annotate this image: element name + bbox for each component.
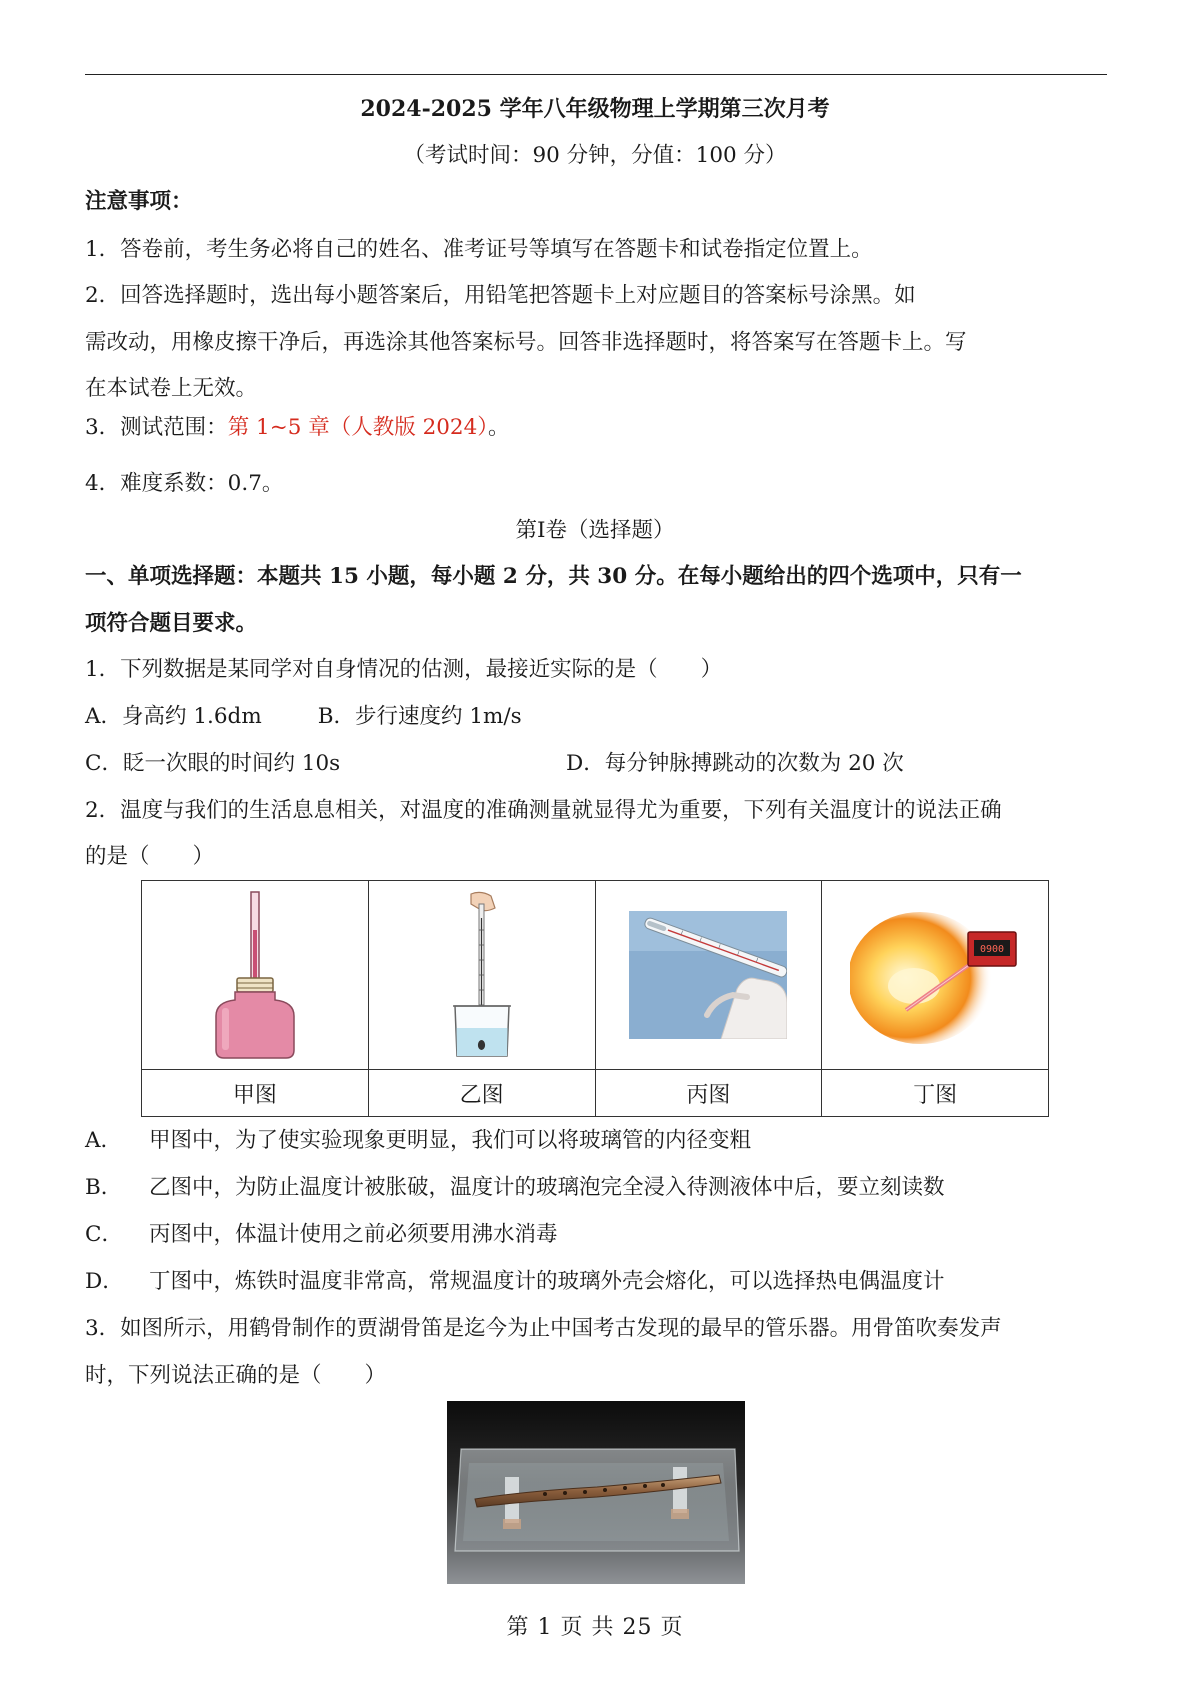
q2-option-a-text: 甲图中，为了使实验现象更明显，我们可以将玻璃管的内径变粗 [149,1128,752,1153]
q3-stem-line-1: 3．如图所示，用鹤骨制作的贾湖骨笛是迄今为止中国考古发现的最早的管乐器。用骨笛吹奏发声 [85,1316,1002,1341]
exam-title: 2024-2025 学年八年级物理上学期第三次月考 [360,96,830,122]
q2-figure-table [141,880,1049,1117]
q2-option-b-letter: B． [85,1175,123,1200]
q2-option-d-letter: D． [85,1269,124,1294]
caption-yi: 乙图 [368,1070,595,1117]
q2-stem-line-1: 2．温度与我们的生活息息相关，对温度的准确测量就显得尤为重要，下列有关温度计的说法正确 [85,798,1002,823]
q1-options-row-1 [85,703,522,731]
test-range: 第 1~5 章（人教版 2024） [227,415,489,440]
q1-option-a: A．身高约 1.6dm [85,704,262,729]
beaker-thermometer-image [437,890,527,1060]
q1-option-d: D．每分钟脉搏跳动的次数为 20 次 [566,751,904,776]
notice-item-2-line-3: 在本试卷上无效。 [85,376,258,401]
notice-item-3-prefix: 3．测试范围： [85,415,228,440]
caption-ding: 丁图 [822,1070,1049,1117]
thermocouple-image [850,900,1020,1050]
q2-option-c-letter: C． [85,1222,123,1247]
q2-option-d-text: 丁图中，炼铁时温度非常高，常规温度计的玻璃外壳会熔化，可以选择热电偶温度计 [149,1269,945,1294]
q2-option-a [85,1127,751,1155]
notice-item-3-suffix: 。 [488,415,510,440]
bone-flute-photo [447,1401,745,1584]
volume-title: 第Ⅰ卷（选择题） [515,518,675,543]
part1-instructions-line-1: 一、单项选择题：本题共 15 小题，每小题 2 分，共 30 分。在每小题给出的四个选项中，只有一 [85,564,1022,589]
flask-thermometer-image [210,890,300,1060]
q2-stem-line-2: 的是（ ） [85,844,215,869]
notice-item-1: 1．答卷前，考生务必将自己的姓名、准考证号等填写在答题卡和试卷指定位置上。 [85,237,873,262]
notice-item-4: 4．难度系数：0.7。 [85,471,284,496]
q2-option-d [85,1268,945,1296]
notice-item-3 [85,414,510,442]
figure-yi [368,881,595,1070]
q1-stem: 1．下列数据是某同学对自身情况的估测，最接近实际的是（ ） [85,657,723,682]
notice-item-2-line-2: 需改动，用橡皮擦干净后，再选涂其他答案标号。回答非选择题时，将答案写在答题卡上。写 [85,330,967,355]
notice-heading: 注意事项： [85,189,193,214]
caption-bing: 丙图 [595,1070,822,1117]
caption-jia: 甲图 [142,1070,369,1117]
header-rule [85,74,1107,75]
q3-stem-line-2: 时，下列说法正确的是（ ） [85,1363,387,1388]
figure-jia [142,881,369,1070]
figure-bing [595,881,822,1070]
q2-option-b-text: 乙图中，为防止温度计被胀破，温度计的玻璃泡完全浸入待测液体中后，要立刻读数 [149,1175,945,1200]
figure-ding [822,881,1049,1070]
q2-option-a-letter: A． [85,1128,123,1153]
clinical-thermometer-image [629,911,787,1039]
notice-item-2-line-1: 2．回答选择题时，选出每小题答案后，用铅笔把答题卡上对应题目的答案标号涂黑。如 [85,283,916,308]
q2-option-c [85,1221,558,1249]
part1-instructions-line-2: 项符合题目要求。 [85,611,258,636]
q1-option-b: B．步行速度约 1m/s [317,704,522,729]
page-number: 第 1 页 共 25 页 [506,1615,684,1640]
q1-option-c: C．眨一次眼的时间约 10s [85,751,341,776]
q2-option-b [85,1174,945,1202]
exam-subtitle: （考试时间：90 分钟，分值：100 分） [403,143,787,168]
q2-option-c-text: 丙图中，体温计使用之前必须要用沸水消毒 [149,1222,558,1247]
gauge-reading: 0900 [980,944,1005,955]
